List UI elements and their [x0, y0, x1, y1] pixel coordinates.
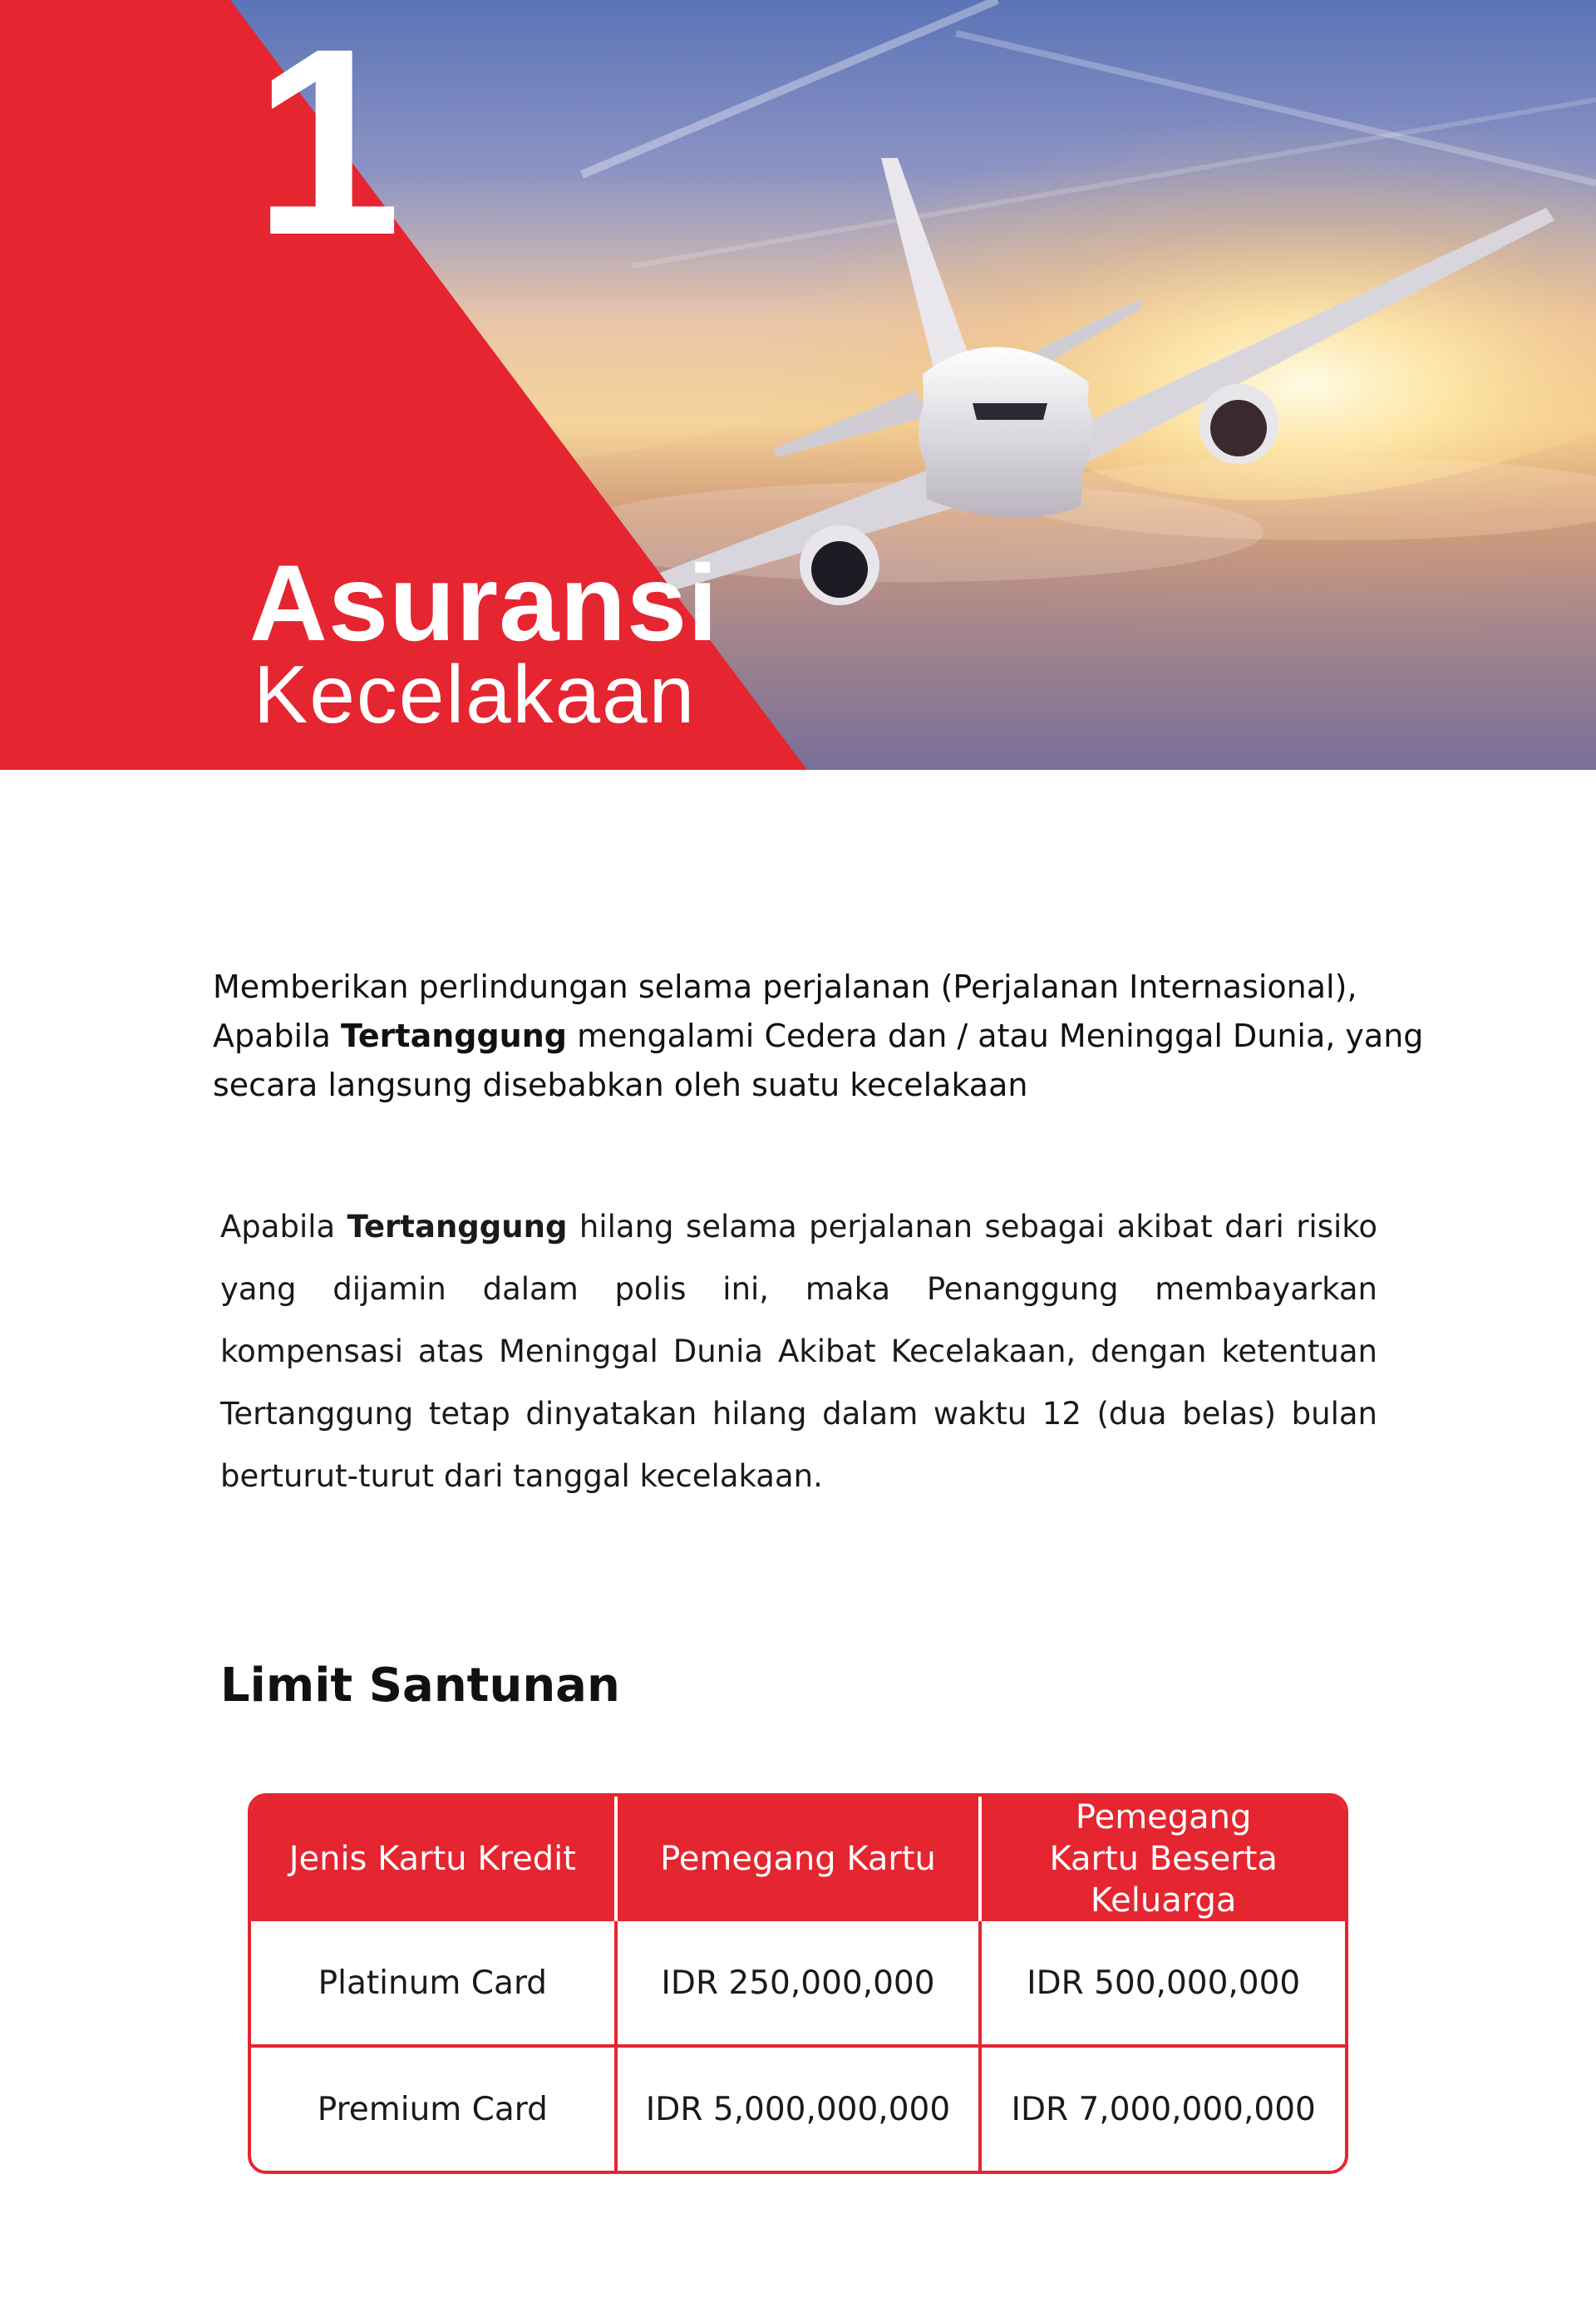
red-triangle-overlay	[0, 0, 1596, 770]
header-card-type: Jenis Kartu Kredit	[251, 1797, 616, 1921]
intro-line-2	[213, 1012, 1426, 1061]
cell-card-type: Platinum Card	[251, 1921, 616, 2046]
hero-banner	[0, 0, 1596, 770]
table-row	[251, 1921, 1345, 2046]
para-prefix: Apabila	[220, 1209, 347, 1245]
hero-title: Asuransi	[249, 542, 719, 663]
intro-paragraph	[213, 963, 1426, 1110]
hero-subtitle: Kecelakaan	[254, 648, 697, 740]
limit-table	[248, 1793, 1348, 2174]
section-number: 1	[254, 0, 398, 290]
cell-cardholder-limit: IDR 250,000,000	[616, 1921, 981, 2046]
table-row	[251, 2046, 1345, 2171]
missing-insured-paragraph	[220, 1195, 1377, 1507]
intro-line-1: Memberikan perlindungan selama perjalanan (Perjalanan Internasional),	[213, 969, 1357, 1005]
cell-family-limit: IDR 7,000,000,000	[980, 2046, 1345, 2171]
para-bold-term: Tertanggung	[347, 1209, 568, 1245]
intro-bold-term: Tertanggung	[341, 1018, 567, 1054]
header-cardholder: Pemegang Kartu	[616, 1797, 981, 1921]
cell-cardholder-limit: IDR 5,000,000,000	[616, 2046, 981, 2171]
intro-line-2-prefix: Apabila	[213, 1018, 342, 1054]
limit-section-title: Limit Santunan	[220, 1659, 620, 1713]
intro-line-2-suffix: mengalami Cedera dan / atau Meninggal Dunia, yang	[566, 1018, 1424, 1054]
table-header-row	[251, 1797, 1345, 1921]
intro-line-3: secara langsung disebabkan oleh suatu kecelakaan	[213, 1067, 1028, 1103]
cell-family-limit: IDR 500,000,000	[1027, 1964, 1301, 2002]
header-cardholder-family: Pemegang Kartu Beserta Keluarga	[980, 1797, 1345, 1921]
para-suffix: hilang selama perjalanan sebagai akibat dari risiko yang dijamin dalam polis ini, maka Penanggung membayarkan kompensasi atas Meninggal Dunia Akibat Kecelakaan, dengan ketentuan Tertanggung tetap dinyatakan hilang dalam waktu 12 (dua belas) bulan berturut-turut dari tanggal kecelakaan.	[220, 1209, 1377, 1494]
cell-card-type: Premium Card	[251, 2046, 616, 2171]
